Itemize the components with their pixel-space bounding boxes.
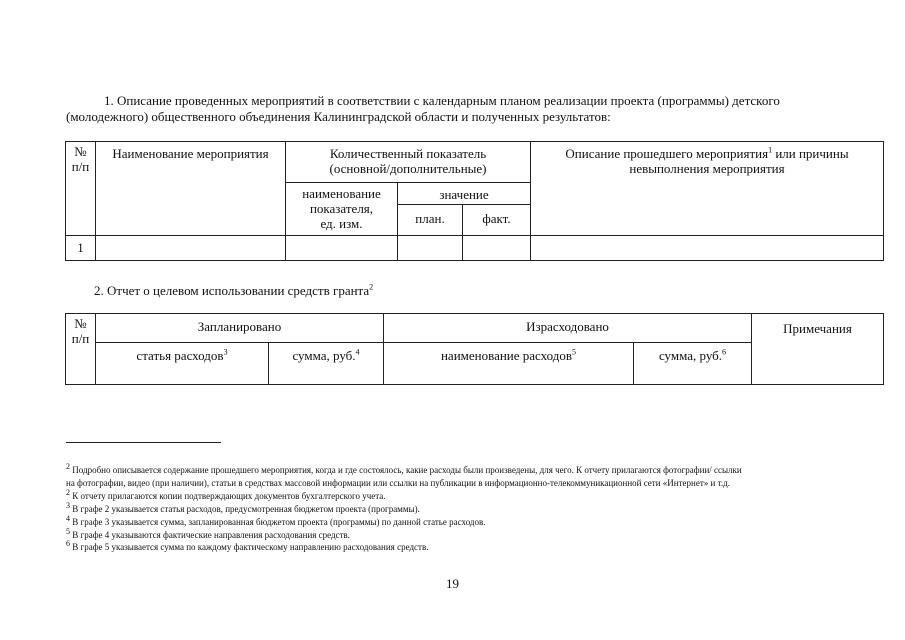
events-table xyxy=(65,141,884,261)
events-sub-plan: план. xyxy=(398,205,463,236)
footnote: $^4$ В графе 3 указывается сумма, запланированная бюджетом проекта (программы) по данной статье расходов. xyxy=(66,514,486,527)
grant-sub-expense: наименование расходов$^5$ xyxy=(384,343,634,385)
section1-heading-line1: 1. Описание проведенных мероприятий в соответствии с календарным планом реализации проекта (программы) детского xyxy=(104,93,780,108)
table-cell xyxy=(286,236,398,261)
table-cell xyxy=(398,236,463,261)
events-sub-fact: факт. xyxy=(463,205,531,236)
footnote: $^2$ Подробно описывается содержание прошедшего мероприятия, когда и где состоялось, какие расходы были произведены, для чего. К отчету прилагаются фотографии/ ссылки xyxy=(66,462,742,475)
events-col-name: Наименование мероприятия xyxy=(96,142,286,236)
events-col-quantitative: Количественный показатель (основной/дополнительные) xyxy=(286,142,531,183)
grant-sub-article: статья расходов$^3$ xyxy=(96,343,269,385)
events-col-description: Описание прошедшего мероприятия$^1$ или причины невыполнения мероприятия xyxy=(531,142,884,236)
events-sub-indicator: наименование показателя, ед. изм. xyxy=(286,183,398,236)
grant-usage-table xyxy=(65,313,884,385)
footnote: $^3$ В графе 2 указывается статья расходов, предусмотренная бюджетом проекта (программы). xyxy=(66,501,420,514)
footnote-separator xyxy=(66,442,221,443)
grant-sub-sum-spent: сумма, руб.$^6$ xyxy=(634,343,752,385)
grant-col-num: № п/п xyxy=(66,314,96,385)
events-sub-value: значение xyxy=(398,183,531,205)
table-cell xyxy=(463,236,531,261)
events-col-num: № п/п xyxy=(66,142,96,236)
table-row xyxy=(66,236,884,261)
grant-col-notes: Примечания xyxy=(752,314,884,385)
events-row1-num: 1 xyxy=(66,236,96,261)
footnote: $^5$ В графе 4 указываются фактические направления расходования средств. xyxy=(66,527,351,540)
table-cell xyxy=(531,236,884,261)
section2-heading: 2. Отчет о целевом использовании средств гранта$^2$ xyxy=(94,282,374,298)
footnote: $^6$ В графе 5 указывается сумма по каждому фактическому направлению расходования средств. xyxy=(66,539,429,552)
footnote: на фотографии, видео (при наличии), статьи в средствах массовой информации или ссылки на публикации в информационно-телекоммуникационной сети «Интернет» и т.д. xyxy=(66,478,730,488)
grant-sub-sum-planned: сумма, руб.$^4$ xyxy=(269,343,384,385)
section1-heading-line2: (молодежного) общественного объединения Калининградской области и полученных результатов: xyxy=(66,109,611,124)
footnote: $^2$ К отчету прилагаются копии подтверждающих документов бухгалтерского учета. xyxy=(66,488,386,501)
table-cell xyxy=(96,236,286,261)
grant-col-spent: Израсходовано xyxy=(384,314,752,343)
page-number: 19 xyxy=(446,576,459,591)
grant-col-planned: Запланировано xyxy=(96,314,384,343)
